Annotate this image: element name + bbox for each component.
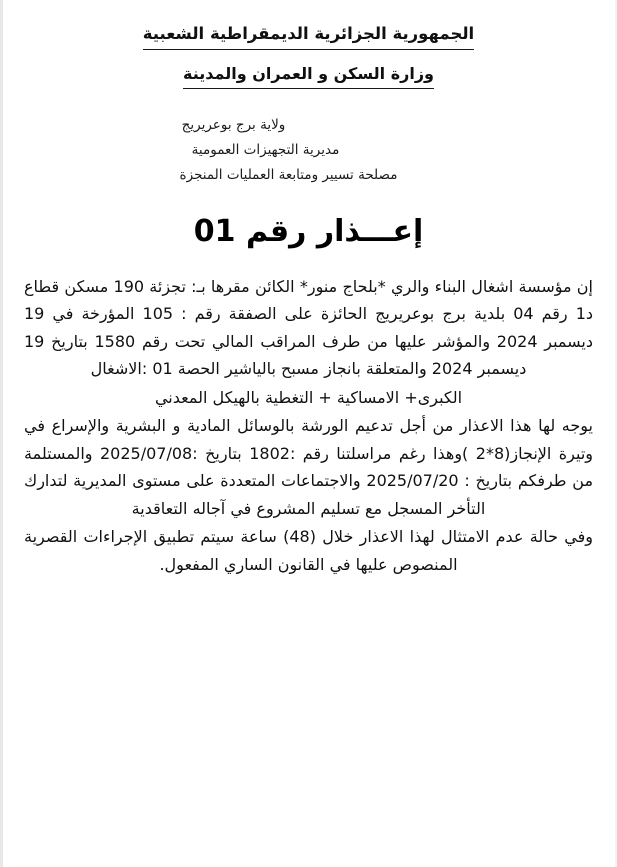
- document-title: إعـــذار رقم 01: [193, 213, 424, 249]
- republic-heading: الجمهورية الجزائرية الديمقراطية الشعبية: [143, 22, 474, 50]
- ministry-heading: وزارة السكن و العمران والمدينة: [183, 62, 434, 89]
- body-paragraph-2: الكبرى+ الامساكية + التغطية بالهيكل المعدني: [154, 387, 463, 407]
- wilaya-line: ولاية برج بوعريريج: [181, 116, 286, 133]
- body-paragraph-3: يوجه لها هذا الاعذار من أجل تدعيم الورشة بالوسائل المادية و البشرية والإسراع في وتيرة الإنجاز(8*2 )وهذا رغم مراسلتنا رقم :1802 بتاريخ :2025/07/08 والمستلمة من طرفكم بتاريخ : 2025/07/20 والاجتماعات المتعددة على مستوى المديرية لتدارك التأخر المسجل مع تسليم المشروع في آجاله التعاقدية: [24, 416, 594, 518]
- body-paragraph-4: وفي حالة عدم الامتثال لهذا الاعذار خلال (48) ساعة سيتم تطبيق الإجراءات القصرية المنصوص عليها في القانون الساري المفعول.: [24, 527, 594, 574]
- document-header: [24, 22, 593, 105]
- document-body: [24, 273, 593, 579]
- issuing-authority-block: [24, 113, 593, 188]
- directorate-line: مديرية التجهيزات العمومية: [191, 141, 340, 158]
- body-paragraph-1: إن مؤسسة اشغال البناء والري *بلحاج منور* الكائن مقرها بـ: تجزئة 190 مسكن قطاع د1 رقم 04 بلدية برج بوعريريج الحائزة على الصفقة رقم : 105 المؤرخة في 19 ديسمبر 2024 والمؤشر عليها من طرف المراقب المالي تحت رقم 1580 بتاريخ 19 ديسمبر 2024 والمتعلقة بانجاز مسبح بالياشير الحصة 01 :الاشغال: [24, 276, 594, 379]
- service-line: مصلحة تسيير ومتابعة العمليات المنجزة: [179, 166, 398, 183]
